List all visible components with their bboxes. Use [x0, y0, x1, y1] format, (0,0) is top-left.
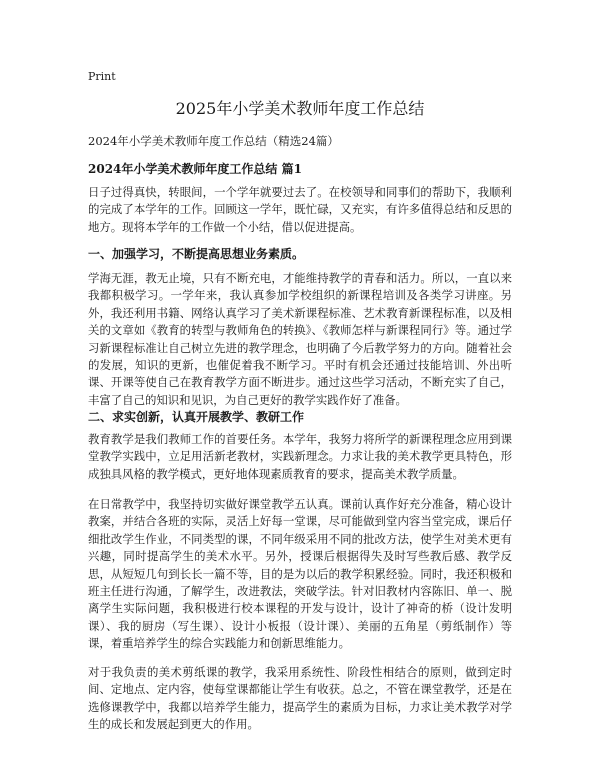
paragraph-intro: 日子过得真快，转眼间，一个学年就要过去了。在校领导和同事们的帮助下，我顺利的完成了本学年的工作。回顾这一学年，既忙碌，又充实，有许多值得总结和反思的地方。现将本学年的工作做一个小结，借以促进提高。 [88, 185, 512, 234]
page-title: 2025年小学美术教师年度工作总结 [175, 99, 425, 118]
paragraph-study: 学海无涯，教无止境，只有不断充电，才能维持教学的青春和活力。所以，一直以来我都积极学习。一学年来，我认真参加学校组织的新课程培训及各类学习讲座。另外，我还利用书籍、网络认真学习了美术新课程标准、艺术教育新课程标准，以及相关的文章如《教育的转型与教师角色的转换》、《教师怎样与新课程同行》等。通过学习新课程标准让自己树立先进的教学理念，也明确了今后教学努力的方向。随着社会的发展，知识的更新，也催促着我不断学习。平时有机会还通过技能培训、外出听课、开课等使自己在教育教学方面不断进步。通过这些学习活动，不断充实了自己，丰富了自己的知识和见识，为自己更好的教学实践作好了准备。 [88, 271, 512, 407]
print-link[interactable]: Print [88, 70, 116, 83]
document-subtitle: 2024年小学美术教师年度工作总结（精选24篇） [88, 134, 339, 148]
paragraph-daily-teaching: 在日常教学中，我坚持切实做好课堂教学五认真。课前认真作好充分准备，精心设计教案，并结合各班的实际，灵活上好每一堂课，尽可能做到堂内容当堂完成，课后仔细批改学生作业，不同类型的课，不同年级采用不同的批改方法，使学生对美术更有兴趣，同时提高学生的美术水平。另外，授课后根据得失及时写些教后感、教学反思，从短短几句到长长一篇不等，目的是为以后的教学积累经验。同时，我还积极和班主任进行沟通，了解学生，改进教法，突破学法。针对旧教材内容陈旧、单一、脱离学生实际问题，我积极进行校本课程的开发与设计，设计了神奇的桥（设计发明课）、我的厨房（写生课）、设计小板报（设计课）、美丽的五角星（剪纸制作）等课，着重培养学生的综合实践能力和创新思维能力。 [88, 497, 512, 651]
paragraph-teaching: 教育教学是我们教师工作的首要任务。本学年，我努力将所学的新课程理念应用到课堂教学实践中，立足用活新老教材，实践新理念。力求让我的美术教学更具特色，形成独具风格的教学模式，更好地体现素质教育的要求，提高美术教学质量。 [88, 432, 512, 481]
paragraph-papercut: 对于我负责的美术剪纸课的教学，我采用系统性、阶段性相结合的原则，做到定时间、定地点、定内容，使每堂课都能让学生有收获。总之，不管在课堂教学，还是在选修课教学中，我都以培养学生能力，提高学生的素质为目标，力求让美术教学对学生的成长和发展起到更大的作用。 [88, 665, 512, 732]
section-heading-2: 二、求实创新，认真开展教学、教研工作 [88, 410, 305, 424]
chapter-heading: 2024年小学美术教师年度工作总结 篇1 [88, 162, 302, 176]
section-heading-1: 一、加强学习，不断提高思想业务素质。 [88, 247, 305, 261]
